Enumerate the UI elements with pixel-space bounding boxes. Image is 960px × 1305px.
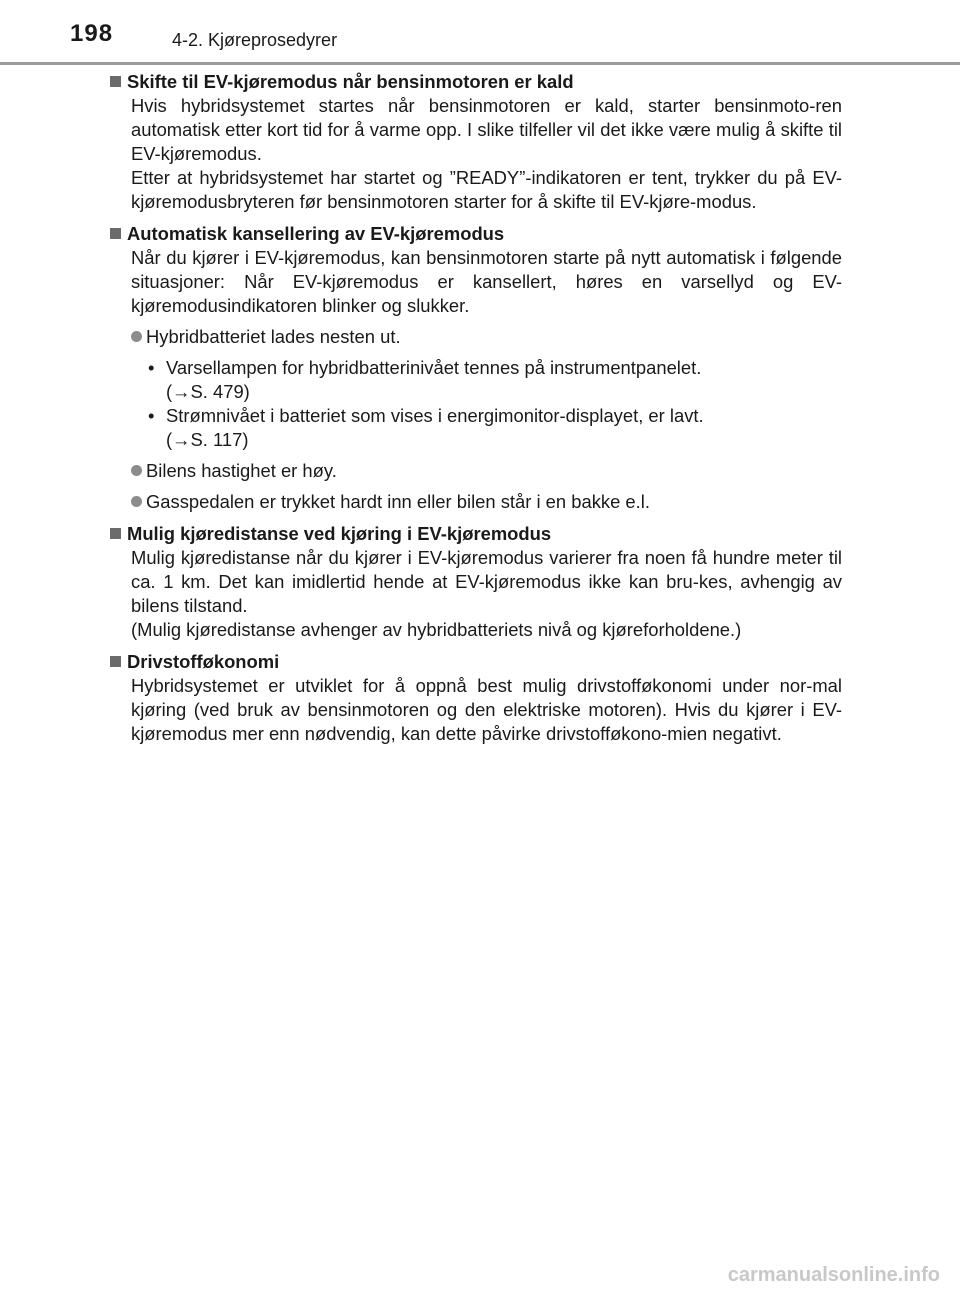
- square-bullet-icon: [110, 528, 121, 539]
- condition-text: Hybridbatteriet lades nesten ut.: [146, 326, 401, 347]
- page-reference: (→S. 479): [166, 381, 250, 402]
- sub-bullet-list: [148, 356, 842, 452]
- paragraph: Mulig kjøredistanse når du kjører i EV-kjøremodus varierer fra noen få hundre meter til ca. 1 km. Det kan imidlertid hende at EV-kjøremodus ikke kan bru-kes, avhengig av bilens tilstand.: [131, 547, 842, 616]
- section-fuel-economy: [112, 650, 842, 746]
- sub-bullet-text: Strømnivået i batteriet som vises i energimonitor-displayet, er lavt.: [166, 405, 704, 426]
- sub-bullet: [148, 356, 842, 404]
- paragraph: Når du kjører i EV-kjøremodus, kan bensinmotoren starte på nytt automatisk i følgende situasjoner: Når EV-kjøremodus er kansellert, høres en varsellyd og EV-kjøremodusindikatoren blinker og slukker.: [131, 247, 842, 316]
- page-reference: (→S. 117): [166, 429, 249, 450]
- bullet-dot-icon: •: [148, 357, 155, 378]
- sub-bullet-text: Varsellampen for hybridbatterinivået tennes på instrumentpanelet.: [166, 357, 702, 378]
- circle-bullet-icon: [131, 465, 142, 476]
- circle-bullet-icon: [131, 331, 142, 342]
- section-title: Skifte til EV-kjøremodus når bensinmotoren er kald: [127, 71, 574, 92]
- square-bullet-icon: [110, 656, 121, 667]
- condition-text: Bilens hastighet er høy.: [146, 460, 337, 481]
- condition-text: Gasspedalen er trykket hardt inn eller bilen står i en bakke e.l.: [146, 491, 650, 512]
- condition-item: [131, 459, 842, 483]
- section-ev-cold-engine: [112, 70, 842, 214]
- condition-item: [131, 325, 842, 349]
- page-header: [0, 0, 960, 60]
- section-driving-range: [112, 522, 842, 642]
- page-content: [112, 70, 842, 754]
- paragraph: Hybridsystemet er utviklet for å oppnå best mulig drivstofføkonomi under nor-mal kjøring (ved bruk av bensinmotoren og den elektriske motoren). Hvis du kjører i EV-kjøremodus mer enn nødvendig, kan dette påvirke drivstofføkono-mien negativt.: [131, 675, 842, 744]
- paragraph: Hvis hybridsystemet startes når bensinmotoren er kald, starter bensinmoto-ren automatisk etter kort tid for å varme opp. I slike tilfeller vil det ikke være mulig å skifte til EV-kjøremodus.: [131, 95, 842, 164]
- watermark-text: carmanualsonline.info: [727, 1264, 940, 1286]
- section-title: Drivstofføkonomi: [127, 651, 280, 672]
- section-heading: [110, 222, 842, 246]
- chapter-title: 4-2. Kjøreprosedyrer: [172, 30, 338, 50]
- section-auto-cancel: [112, 222, 842, 514]
- square-bullet-icon: [110, 76, 121, 87]
- page-number: 198: [70, 20, 114, 47]
- section-heading: [110, 650, 842, 674]
- section-heading: [110, 70, 842, 94]
- condition-item: [131, 490, 842, 514]
- bullet-dot-icon: •: [148, 405, 155, 426]
- square-bullet-icon: [110, 228, 121, 239]
- header-divider: [0, 62, 960, 65]
- section-heading: [110, 522, 842, 546]
- circle-bullet-icon: [131, 496, 142, 507]
- sub-bullet: [148, 404, 842, 452]
- paragraph: Etter at hybridsystemet har startet og ”READY”-indikatoren er tent, trykker du på EV-kjøremodusbryteren før bensinmotoren starter for å skifte til EV-kjøre-modus.: [131, 167, 842, 212]
- section-title: Automatisk kansellering av EV-kjøremodus: [127, 223, 505, 244]
- section-title: Mulig kjøredistanse ved kjøring i EV-kjøremodus: [127, 523, 552, 544]
- paragraph: (Mulig kjøredistanse avhenger av hybridbatteriets nivå og kjøreforholdene.): [131, 619, 742, 640]
